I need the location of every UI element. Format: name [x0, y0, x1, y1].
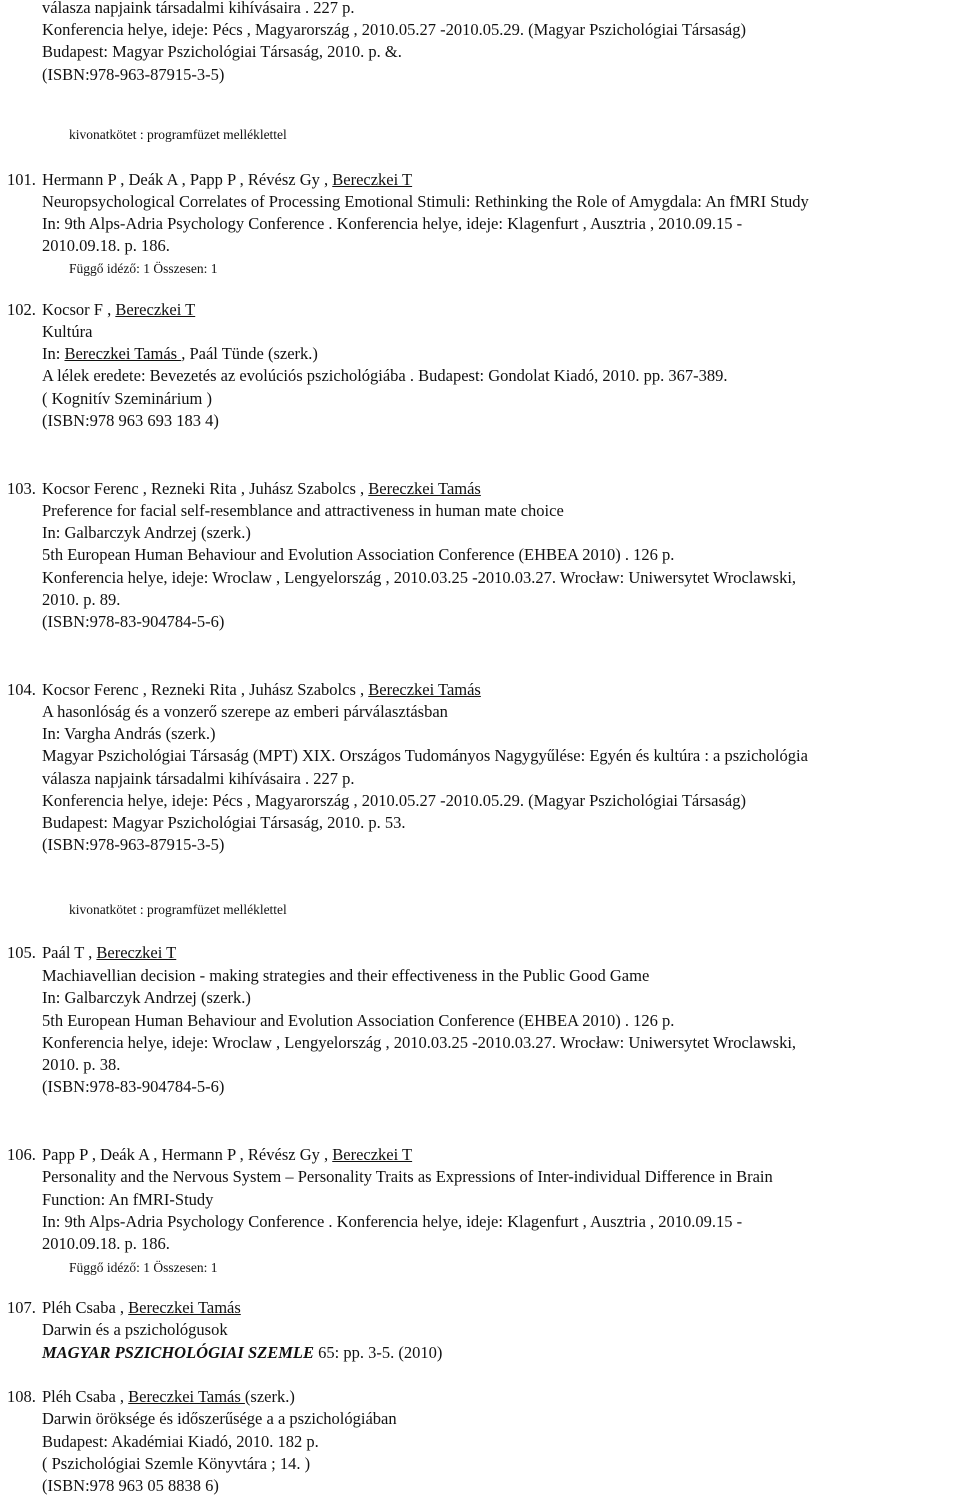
entry-line: (ISBN:978-963-87915-3-5) [42, 835, 225, 854]
author-link[interactable]: Bereczkei T [332, 170, 413, 189]
entry-line: Konferencia helye, ideje: Pécs , Magyarország , 2010.05.27 -2010.05.29. (Magyar Pszichológiai Társaság) [42, 791, 746, 810]
entry-authors: Hermann P , Deák A , Papp P , Révész Gy , Bereczkei T [42, 170, 413, 189]
entry-line: válasza napjaink társadalmi kihívásaira . 227 p. [42, 0, 355, 17]
author-link[interactable]: Bereczkei Tamás [128, 1298, 241, 1317]
author-link[interactable]: Bereczkei Tamás [368, 479, 481, 498]
entry-authors: Paál T , Bereczkei T [42, 943, 177, 962]
entry-number: 105. [7, 943, 36, 962]
entry-authors: Pléh Csaba , Bereczkei Tamás (szerk.) [42, 1387, 295, 1406]
author-link[interactable]: Bereczkei Tamás [128, 1387, 245, 1406]
entry-title: Machiavellian decision - making strategies and their effectiveness in the Public Good Game [42, 966, 650, 985]
entry-line: 2010.09.18. p. 186. [42, 1234, 170, 1253]
entry-title: Darwin és a pszichológusok [42, 1320, 228, 1339]
entry-line: (ISBN:978-83-904784-5-6) [42, 612, 225, 631]
author-link[interactable]: Bereczkei T [96, 943, 177, 962]
entry-line: 2010. p. 89. [42, 590, 121, 609]
entry-line: Konferencia helye, ideje: Wroclaw , Lengyelország , 2010.03.25 -2010.03.27. Wrocław: Uniwersytet Wroclawski, [42, 568, 797, 587]
editor-link[interactable]: Bereczkei Tamás [64, 344, 182, 363]
entry-authors: Kocsor Ferenc , Rezneki Rita , Juhász Szabolcs , Bereczkei Tamás [42, 680, 481, 699]
entry-line: Budapest: Magyar Pszichológiai Társaság, 2010. p. 53. [42, 813, 406, 832]
entry-title: A hasonlóság és a vonzerő szerepe az emberi párválasztásban [42, 702, 448, 721]
entry-line: 5th European Human Behaviour and Evolution Association Conference (EHBEA 2010) . 126 p. [42, 1011, 675, 1030]
entry-title: Kultúra [42, 322, 93, 341]
entry-line: Konferencia helye, ideje: Wroclaw , Lengyelország , 2010.03.25 -2010.03.27. Wrocław: Uniwersytet Wroclawski, [42, 1033, 797, 1052]
entry-number: 101. [7, 170, 36, 189]
entry-line: In: Vargha András (szerk.) [42, 724, 216, 743]
entry-line: In: Galbarczyk Andrzej (szerk.) [42, 523, 251, 542]
entry-number: 102. [7, 300, 36, 319]
entry-title: Preference for facial self-resemblance and attractiveness in human mate choice [42, 501, 564, 520]
entry-line: In: Galbarczyk Andrzej (szerk.) [42, 988, 251, 1007]
entry-line: válasza napjaink társadalmi kihívásaira . 227 p. [42, 769, 355, 788]
author-link[interactable]: Bereczkei Tamás [368, 680, 481, 699]
entry-line: ( Pszichológiai Szemle Könyvtára ; 14. ) [42, 1454, 311, 1473]
entry-line: Konferencia helye, ideje: Pécs , Magyarország , 2010.05.27 -2010.05.29. (Magyar Pszichológiai Társaság) [42, 20, 746, 39]
entry-title: Neuropsychological Correlates of Processing Emotional Stimuli: Rethinking the Role of Amygdala: An fMRI Study [42, 192, 809, 211]
entry-authors: Pléh Csaba , Bereczkei Tamás [42, 1298, 241, 1317]
citation-count: Függő idéző: 1 Összesen: 1 [69, 261, 218, 276]
journal-name: MAGYAR PSZICHOLÓGIAI SZEMLE [42, 1343, 314, 1362]
entry-line: A lélek eredete: Bevezetés az evolúciós pszichológiába . Budapest: Gondolat Kiadó, 2010. pp. 367-389. [42, 366, 728, 385]
citation-count: Függő idéző: 1 Összesen: 1 [69, 1260, 218, 1275]
entry-number: 106. [7, 1145, 36, 1164]
entry-note: kivonatkötet : programfüzet melléklettel [69, 902, 287, 917]
entry-line: (ISBN:978-83-904784-5-6) [42, 1077, 225, 1096]
entry-number: 103. [7, 479, 36, 498]
entry-journal: MAGYAR PSZICHOLÓGIAI SZEMLE 65: pp. 3-5. (2010) [42, 1343, 443, 1362]
entry-line: In: 9th Alps-Adria Psychology Conference . Konferencia helye, ideje: Klagenfurt , Ausztria , 2010.09.15 - [42, 214, 743, 233]
entry-authors: Kocsor F , Bereczkei T [42, 300, 196, 319]
entry-line: (ISBN:978-963-87915-3-5) [42, 65, 225, 84]
entry-line: 2010. p. 38. [42, 1055, 121, 1074]
entry-note: kivonatkötet : programfüzet melléklettel [69, 127, 287, 142]
entry-line: (ISBN:978 963 693 183 4) [42, 411, 219, 430]
entry-number: 107. [7, 1298, 36, 1317]
entry-line: Budapest: Magyar Pszichológiai Társaság, 2010. p. &. [42, 42, 402, 61]
entry-line: (ISBN:978 963 05 8838 6) [42, 1476, 219, 1495]
entry-number: 104. [7, 680, 36, 699]
entry-line: Function: An fMRI-Study [42, 1190, 214, 1209]
entry-line: 2010.09.18. p. 186. [42, 236, 170, 255]
entry-line: ( Kognitív Szeminárium ) [42, 389, 213, 408]
entry-line: 5th European Human Behaviour and Evolution Association Conference (EHBEA 2010) . 126 p. [42, 545, 675, 564]
entry-line: Budapest: Akadémiai Kiadó, 2010. 182 p. [42, 1432, 319, 1451]
author-link[interactable]: Bereczkei T [115, 300, 196, 319]
entry-title: Darwin öröksége és időszerűsége a a pszichológiában [42, 1409, 397, 1428]
entry-line: In: 9th Alps-Adria Psychology Conference . Konferencia helye, ideje: Klagenfurt , Ausztria , 2010.09.15 - [42, 1212, 743, 1231]
entry-line: Magyar Pszichológiai Társaság (MPT) XIX. Országos Tudományos Nagygyűlése: Egyén és kultúra : a pszichológia [42, 746, 808, 765]
entry-title: Personality and the Nervous System – Personality Traits as Expressions of Inter-individual Difference in Brain [42, 1167, 773, 1186]
entry-authors: Kocsor Ferenc , Rezneki Rita , Juhász Szabolcs , Bereczkei Tamás [42, 479, 481, 498]
entry-authors: Papp P , Deák A , Hermann P , Révész Gy , Bereczkei T [42, 1145, 413, 1164]
entry-in: In: Bereczkei Tamás , Paál Tünde (szerk.) [42, 344, 318, 363]
author-link[interactable]: Bereczkei T [332, 1145, 413, 1164]
entry-number: 108. [7, 1387, 36, 1406]
